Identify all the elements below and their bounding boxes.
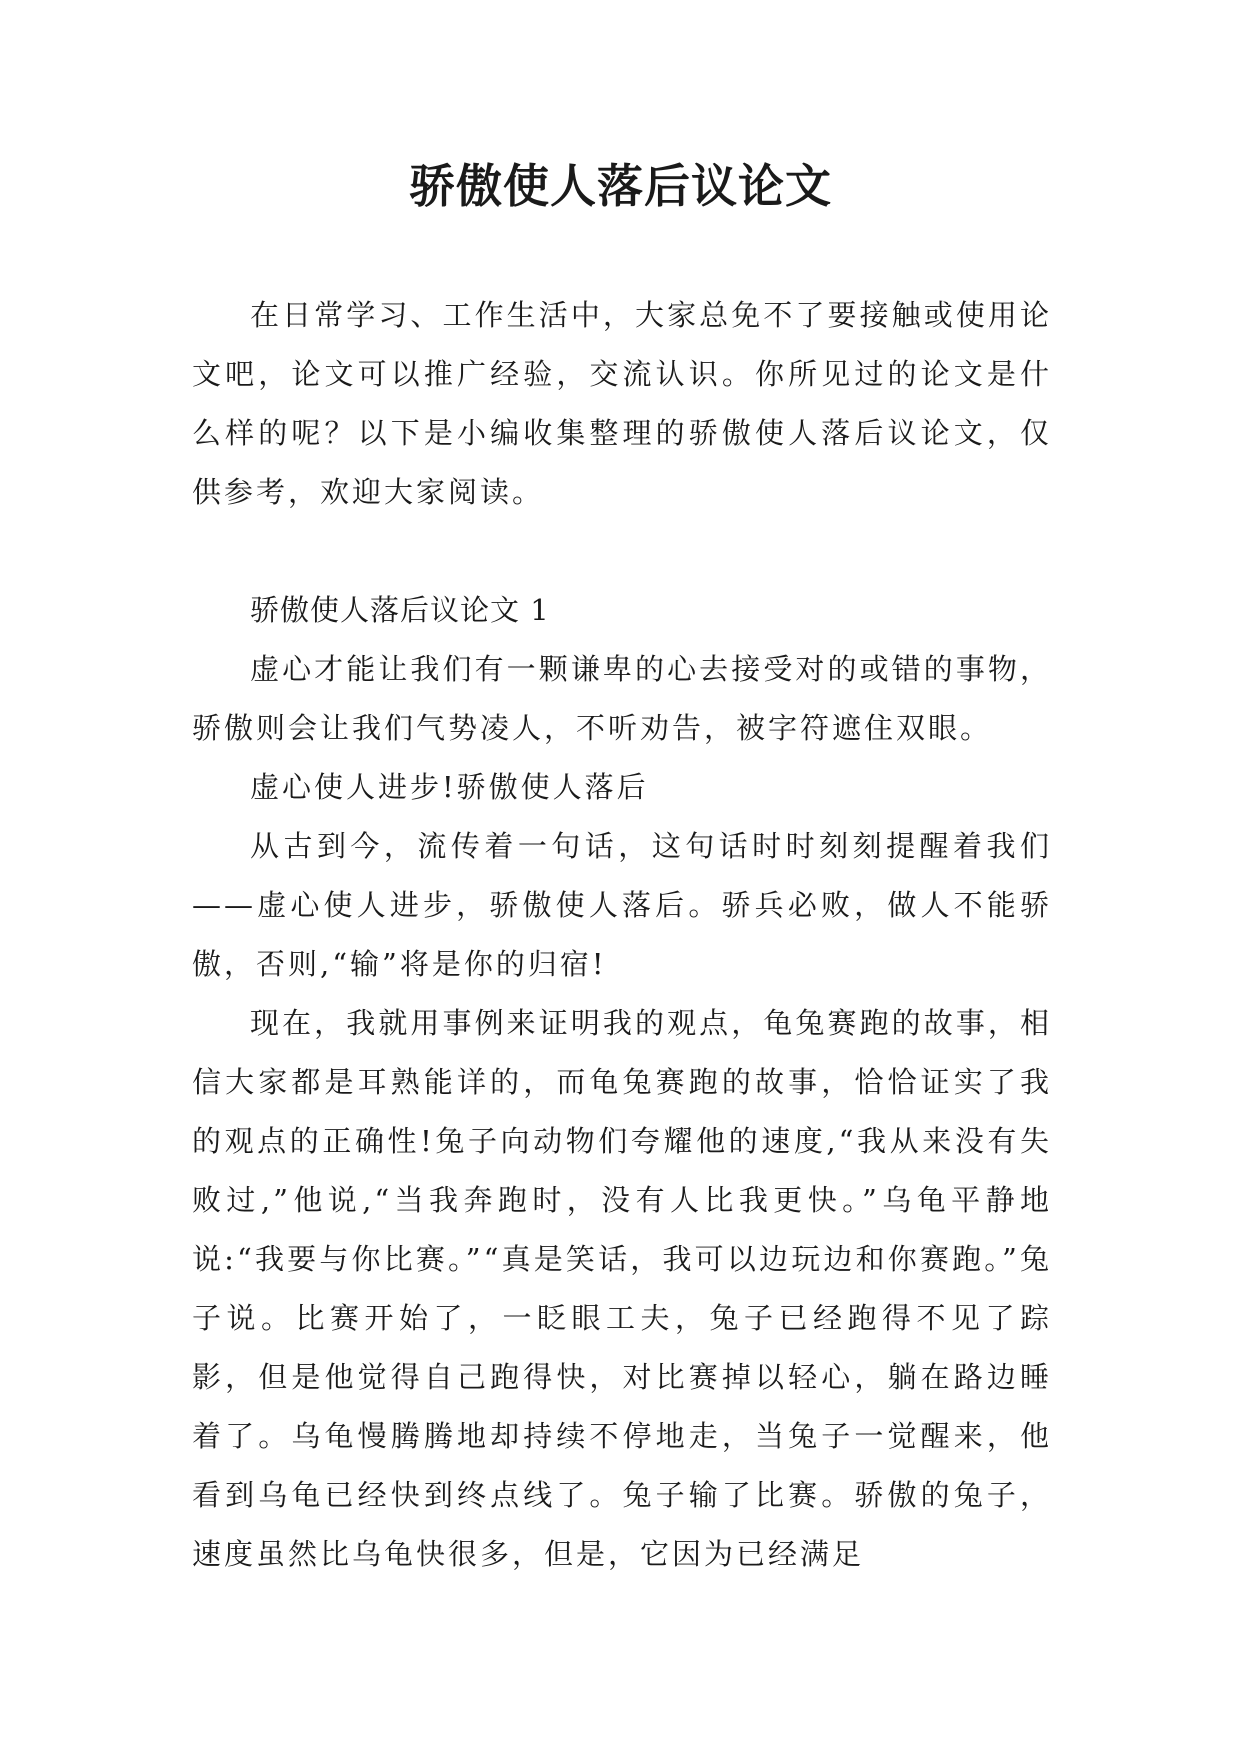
body-paragraph: 虚心使人进步!骄傲使人落后 xyxy=(250,770,649,804)
section-heading: 骄傲使人落后议论文 1 xyxy=(250,593,550,627)
body-paragraph: 虚心才能让我们有一颗谦卑的心去接受对的或错的事物，骄傲则会让我们气势凌人，不听劝告，被字符遮住双眼。 xyxy=(192,652,1052,745)
document-body xyxy=(192,286,1052,1584)
body-paragraph: 现在，我就用事例来证明我的观点，龟兔赛跑的故事，相信大家都是耳熟能详的，而龟兔赛跑的故事，恰恰证实了我的观点的正确性!兔子向动物们夸耀他的速度,“我从来没有失败过,”他说,“当我奔跑时，没有人比我更快。”乌龟平静地说:“我要与你比赛。”“真是笑话，我可以边玩边和你赛跑。”兔子说。比赛开始了，一眨眼工夫，兔子已经跑得不见了踪影，但是他觉得自己跑得快，对比赛掉以轻心，躺在路边睡着了。乌龟慢腾腾地却持续不停地走，当兔子一觉醒来，他看到乌龟已经快到终点线了。兔子输了比赛。骄傲的兔子，速度虽然比乌龟快很多，但是，它因为已经满足 xyxy=(192,1006,1052,1571)
intro-paragraph: 在日常学习、工作生活中，大家总免不了要接触或使用论文吧，论文可以推广经验，交流认识。你所见过的论文是什么样的呢？以下是小编收集整理的骄傲使人落后议论文，仅供参考，欢迎大家阅读。 xyxy=(192,298,1052,509)
paragraph-gap xyxy=(192,522,1052,581)
document-title: 骄傲使人落后议论文 xyxy=(409,159,832,213)
body-paragraph: 从古到今，流传着一句话，这句话时时刻刻提醒着我们——虚心使人进步，骄傲使人落后。骄兵必败，做人不能骄傲，否则,“输”将是你的归宿! xyxy=(192,829,1052,981)
